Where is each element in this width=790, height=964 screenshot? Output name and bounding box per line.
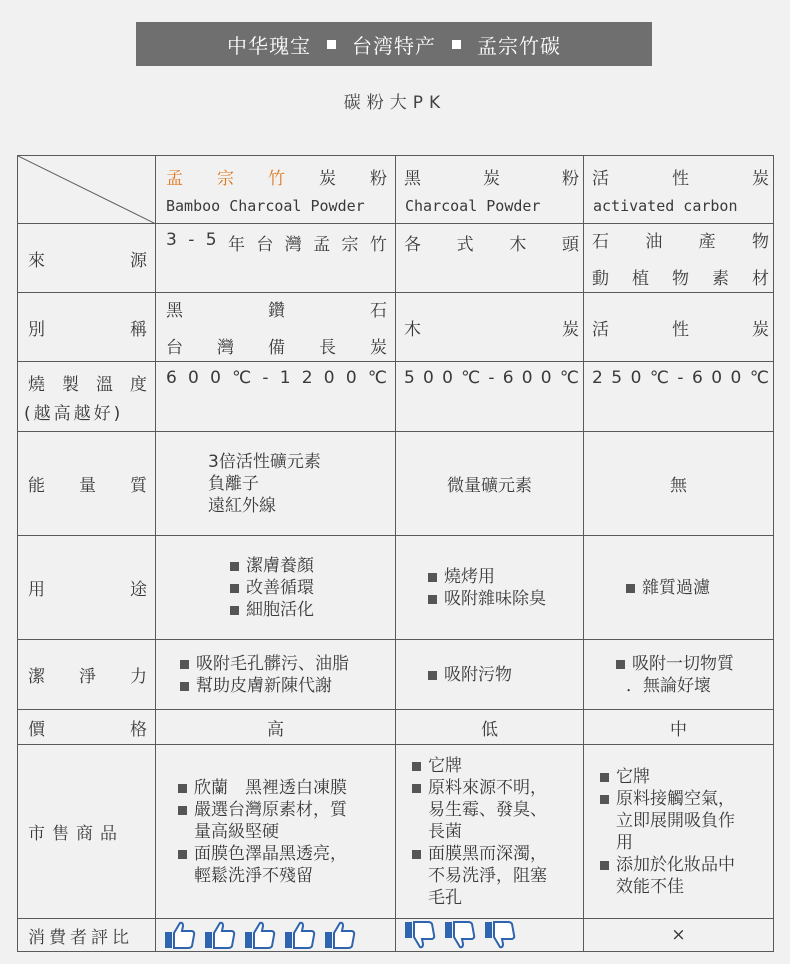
alias-charcoal (396, 293, 584, 362)
cell-char: 0 (630, 368, 642, 388)
cell-char: 物 (751, 232, 769, 252)
cell-char: 0 (442, 368, 453, 388)
cell-char: 年 (227, 235, 245, 255)
banner-part: 中华瑰宝 (227, 33, 311, 58)
clean-activated: 吸附一切物質 ．無論好壞 (584, 640, 774, 710)
cell-char: 活 (592, 169, 609, 189)
cell-char: 6 (691, 368, 703, 388)
cell-char: 0 (521, 368, 533, 388)
cell-char: - (188, 230, 195, 250)
cell-char: 6 (166, 368, 177, 388)
cell-char: 木 (509, 235, 527, 255)
header-title (396, 164, 583, 189)
price-charcoal: 低 (396, 710, 584, 745)
cell-char: 燒 (28, 374, 45, 395)
row-label (18, 640, 156, 710)
cell-char: 孟 (313, 235, 331, 255)
source-charcoal (396, 224, 584, 293)
cell-char: 素 (712, 269, 729, 289)
header-sub: activated carbon (593, 197, 738, 215)
square-bullet-icon (327, 40, 336, 49)
cell-char: 力 (130, 667, 147, 687)
cell-char: 格 (130, 719, 147, 740)
energy-bamboo: 3倍活性礦元素 負離子 遠紅外線 (156, 432, 396, 536)
cell-char: 竹 (369, 235, 387, 255)
cell-char: 潔 (28, 667, 45, 687)
header-activated (584, 156, 774, 224)
header-char: 炭 (319, 169, 336, 189)
market-charcoal (396, 745, 584, 919)
list-item: 它牌 (410, 755, 583, 777)
header-char: 孟 (166, 169, 183, 189)
alias-row (18, 293, 774, 362)
cell-char: 頭 (561, 235, 579, 255)
list-item: 嚴選台灣原素材，質 量高級堅硬 (176, 799, 395, 843)
cell-char: ℃ (232, 368, 252, 388)
alias-bamboo (156, 293, 396, 362)
clean-charcoal: 吸附污物 (396, 640, 584, 710)
rating-bamboo (156, 919, 396, 952)
cell-char: 途 (130, 580, 147, 600)
cell-char: 各 (404, 235, 421, 255)
clean-row (18, 640, 774, 710)
header-title (584, 164, 773, 189)
cell-char: 5 (611, 368, 623, 388)
corner-cell (18, 156, 156, 224)
cell-char: 來 (28, 250, 45, 271)
market-bamboo (156, 745, 396, 919)
cell-char: 0 (323, 368, 335, 388)
cell-char: 0 (711, 368, 723, 388)
cell-char: 稱 (130, 319, 147, 340)
cell-char: 炭 (752, 169, 769, 189)
square-bullet-icon (452, 40, 461, 49)
banner-part: 台湾特产 (352, 33, 436, 58)
cell-char: 灣 (284, 235, 302, 255)
cell-char: ℃ (367, 368, 387, 388)
use-charcoal: 燒烤用 吸附雜味除臭 (396, 536, 584, 640)
cell-char: 能 (28, 476, 45, 496)
row-label (18, 432, 156, 536)
thumbs-down-icon (404, 920, 436, 950)
rating-activated: × (584, 919, 774, 952)
cell-char: 質 (130, 476, 147, 496)
banner-part: 孟宗竹碳 (477, 33, 561, 58)
cell-char: 動 (592, 269, 609, 289)
header-char: 竹 (268, 169, 285, 189)
header-sub: Charcoal Powder (405, 197, 541, 215)
cell-char: 6 (502, 368, 514, 388)
cell-char: - (488, 368, 495, 388)
row-label (18, 224, 156, 293)
list-item: 原料接觸空氣， 立即展開吸負作 用 (598, 788, 773, 854)
cell-char: 溫 (96, 374, 113, 395)
cell-char: 黑 (404, 169, 421, 189)
use-activated: 雜質過濾 (584, 536, 774, 640)
row-label: 燒 製 溫 度 (越高越好) (18, 362, 156, 432)
cell-char: 台 (166, 338, 183, 358)
cell-char: 台 (256, 235, 274, 255)
cell-char: 用 (28, 580, 45, 600)
header-sub: Bamboo Charcoal Powder (166, 197, 365, 215)
cell-char: 油 (645, 232, 663, 252)
source-bamboo (156, 224, 396, 293)
temp-activated (584, 362, 774, 432)
source-row (18, 224, 774, 293)
cell-char: 性 (672, 169, 689, 189)
price-row (18, 710, 774, 745)
cell-char: ℃ (559, 368, 579, 388)
cell-char: 炭 (562, 319, 579, 340)
header-row (18, 156, 774, 224)
cell-char: 0 (730, 368, 742, 388)
cell-char: 植 (632, 269, 649, 289)
thumbs-up-icon (164, 920, 196, 950)
cell-char: 3 (166, 230, 177, 250)
temp-charcoal (396, 362, 584, 432)
rating-charcoal (396, 919, 584, 952)
clean-bamboo: 吸附毛孔髒污、油脂 幫助皮膚新陳代謝 (156, 640, 396, 710)
cell-char: 鑽 (268, 301, 285, 321)
cell-char: 長 (319, 338, 336, 358)
cell-char: 黑 (166, 301, 183, 321)
list-item: 原料來源不明， 易生霉、發臭、 長菌 (410, 777, 583, 843)
cell-char: - (677, 368, 684, 388)
row-label (18, 293, 156, 362)
cell-char: 源 (130, 250, 147, 271)
cell-char: 木 (404, 319, 421, 340)
cell-char: 度 (130, 374, 147, 395)
cell-char: 淨 (79, 667, 96, 687)
cell-char: 宗 (341, 235, 359, 255)
energy-row (18, 432, 774, 536)
list-item: 欣蘭 黑裡透白凍膜 (176, 777, 395, 799)
title-banner (136, 22, 652, 66)
cell-char: 炭 (752, 319, 769, 340)
cell-char: 灣 (217, 338, 234, 358)
page-subtitle: 碳粉大PK (343, 93, 447, 113)
header-char: 粉 (370, 169, 387, 189)
rating-row (18, 919, 774, 952)
header-bamboo (156, 156, 396, 224)
list-item: 添加於化妝品中 效能不佳 (598, 854, 773, 898)
cell-char: 價 (28, 719, 45, 740)
cell-char: 粉 (562, 169, 579, 189)
cell-char: ℃ (749, 368, 769, 388)
list-item: 面膜黑而深濁， 不易洗淨，阻塞 毛孔 (410, 843, 583, 909)
cell-char: 0 (345, 368, 357, 388)
cell-char: 石 (370, 301, 387, 321)
row-label (18, 710, 156, 745)
diagonal-line-icon (18, 156, 156, 224)
thumbs-up-icon (324, 920, 356, 950)
thumbs-up-icon (204, 920, 236, 950)
header-title (156, 164, 395, 189)
market-row (18, 745, 774, 919)
comparison-table (17, 155, 774, 952)
use-row (18, 536, 774, 640)
cell-char: 5 (205, 230, 217, 250)
energy-charcoal: 微量礦元素 (396, 432, 584, 536)
list-item: 面膜色澤晶黑透亮， 輕鬆洗淨不殘留 (176, 843, 395, 887)
header-charcoal (396, 156, 584, 224)
cell-char: - (262, 368, 269, 388)
cell-char: 量 (79, 476, 96, 496)
cell-char: 材 (752, 269, 769, 289)
thumbs-down-icon (444, 920, 476, 950)
cell-char: 0 (423, 368, 434, 388)
temp-bamboo (156, 362, 396, 432)
price-bamboo: 高 (156, 710, 396, 745)
cell-char: 炭 (483, 169, 500, 189)
energy-activated: 無 (584, 432, 774, 536)
row-label: 市售商品 (18, 745, 156, 919)
cell-char: 產 (698, 232, 716, 252)
row-label: 消費者評比 (18, 919, 156, 952)
temperature-row (18, 362, 774, 432)
cell-char: 2 (301, 368, 313, 388)
thumbs-down-icon (484, 920, 516, 950)
cell-char: 0 (188, 368, 199, 388)
cell-char: ℃ (461, 368, 481, 388)
cell-char: 別 (28, 319, 45, 340)
use-bamboo: 潔膚養顏 改善循環 細胞活化 (156, 536, 396, 640)
cell-char: 石 (592, 232, 609, 252)
thumbs-up-icon (244, 920, 276, 950)
cell-char: 炭 (370, 338, 387, 358)
alias-activated (584, 293, 774, 362)
price-activated: 中 (584, 710, 774, 745)
cell-char: 式 (456, 235, 474, 255)
cell-char: 物 (672, 269, 689, 289)
cell-char: 0 (210, 368, 221, 388)
cell-char: 製 (62, 374, 79, 395)
cell-char: 備 (268, 338, 285, 358)
thumbs-up-icon (284, 920, 316, 950)
cell-char: 5 (404, 368, 415, 388)
cell-char: 0 (540, 368, 552, 388)
row-label (18, 536, 156, 640)
source-activated (584, 224, 774, 293)
cell-char: 活 (592, 319, 609, 340)
market-activated (584, 745, 774, 919)
cell-char: ℃ (649, 368, 669, 388)
cell-char: 1 (279, 368, 291, 388)
cell-char: 2 (592, 368, 603, 388)
cell-char: 性 (672, 319, 689, 340)
list-item: 它牌 (598, 766, 773, 788)
header-char: 宗 (217, 169, 234, 189)
